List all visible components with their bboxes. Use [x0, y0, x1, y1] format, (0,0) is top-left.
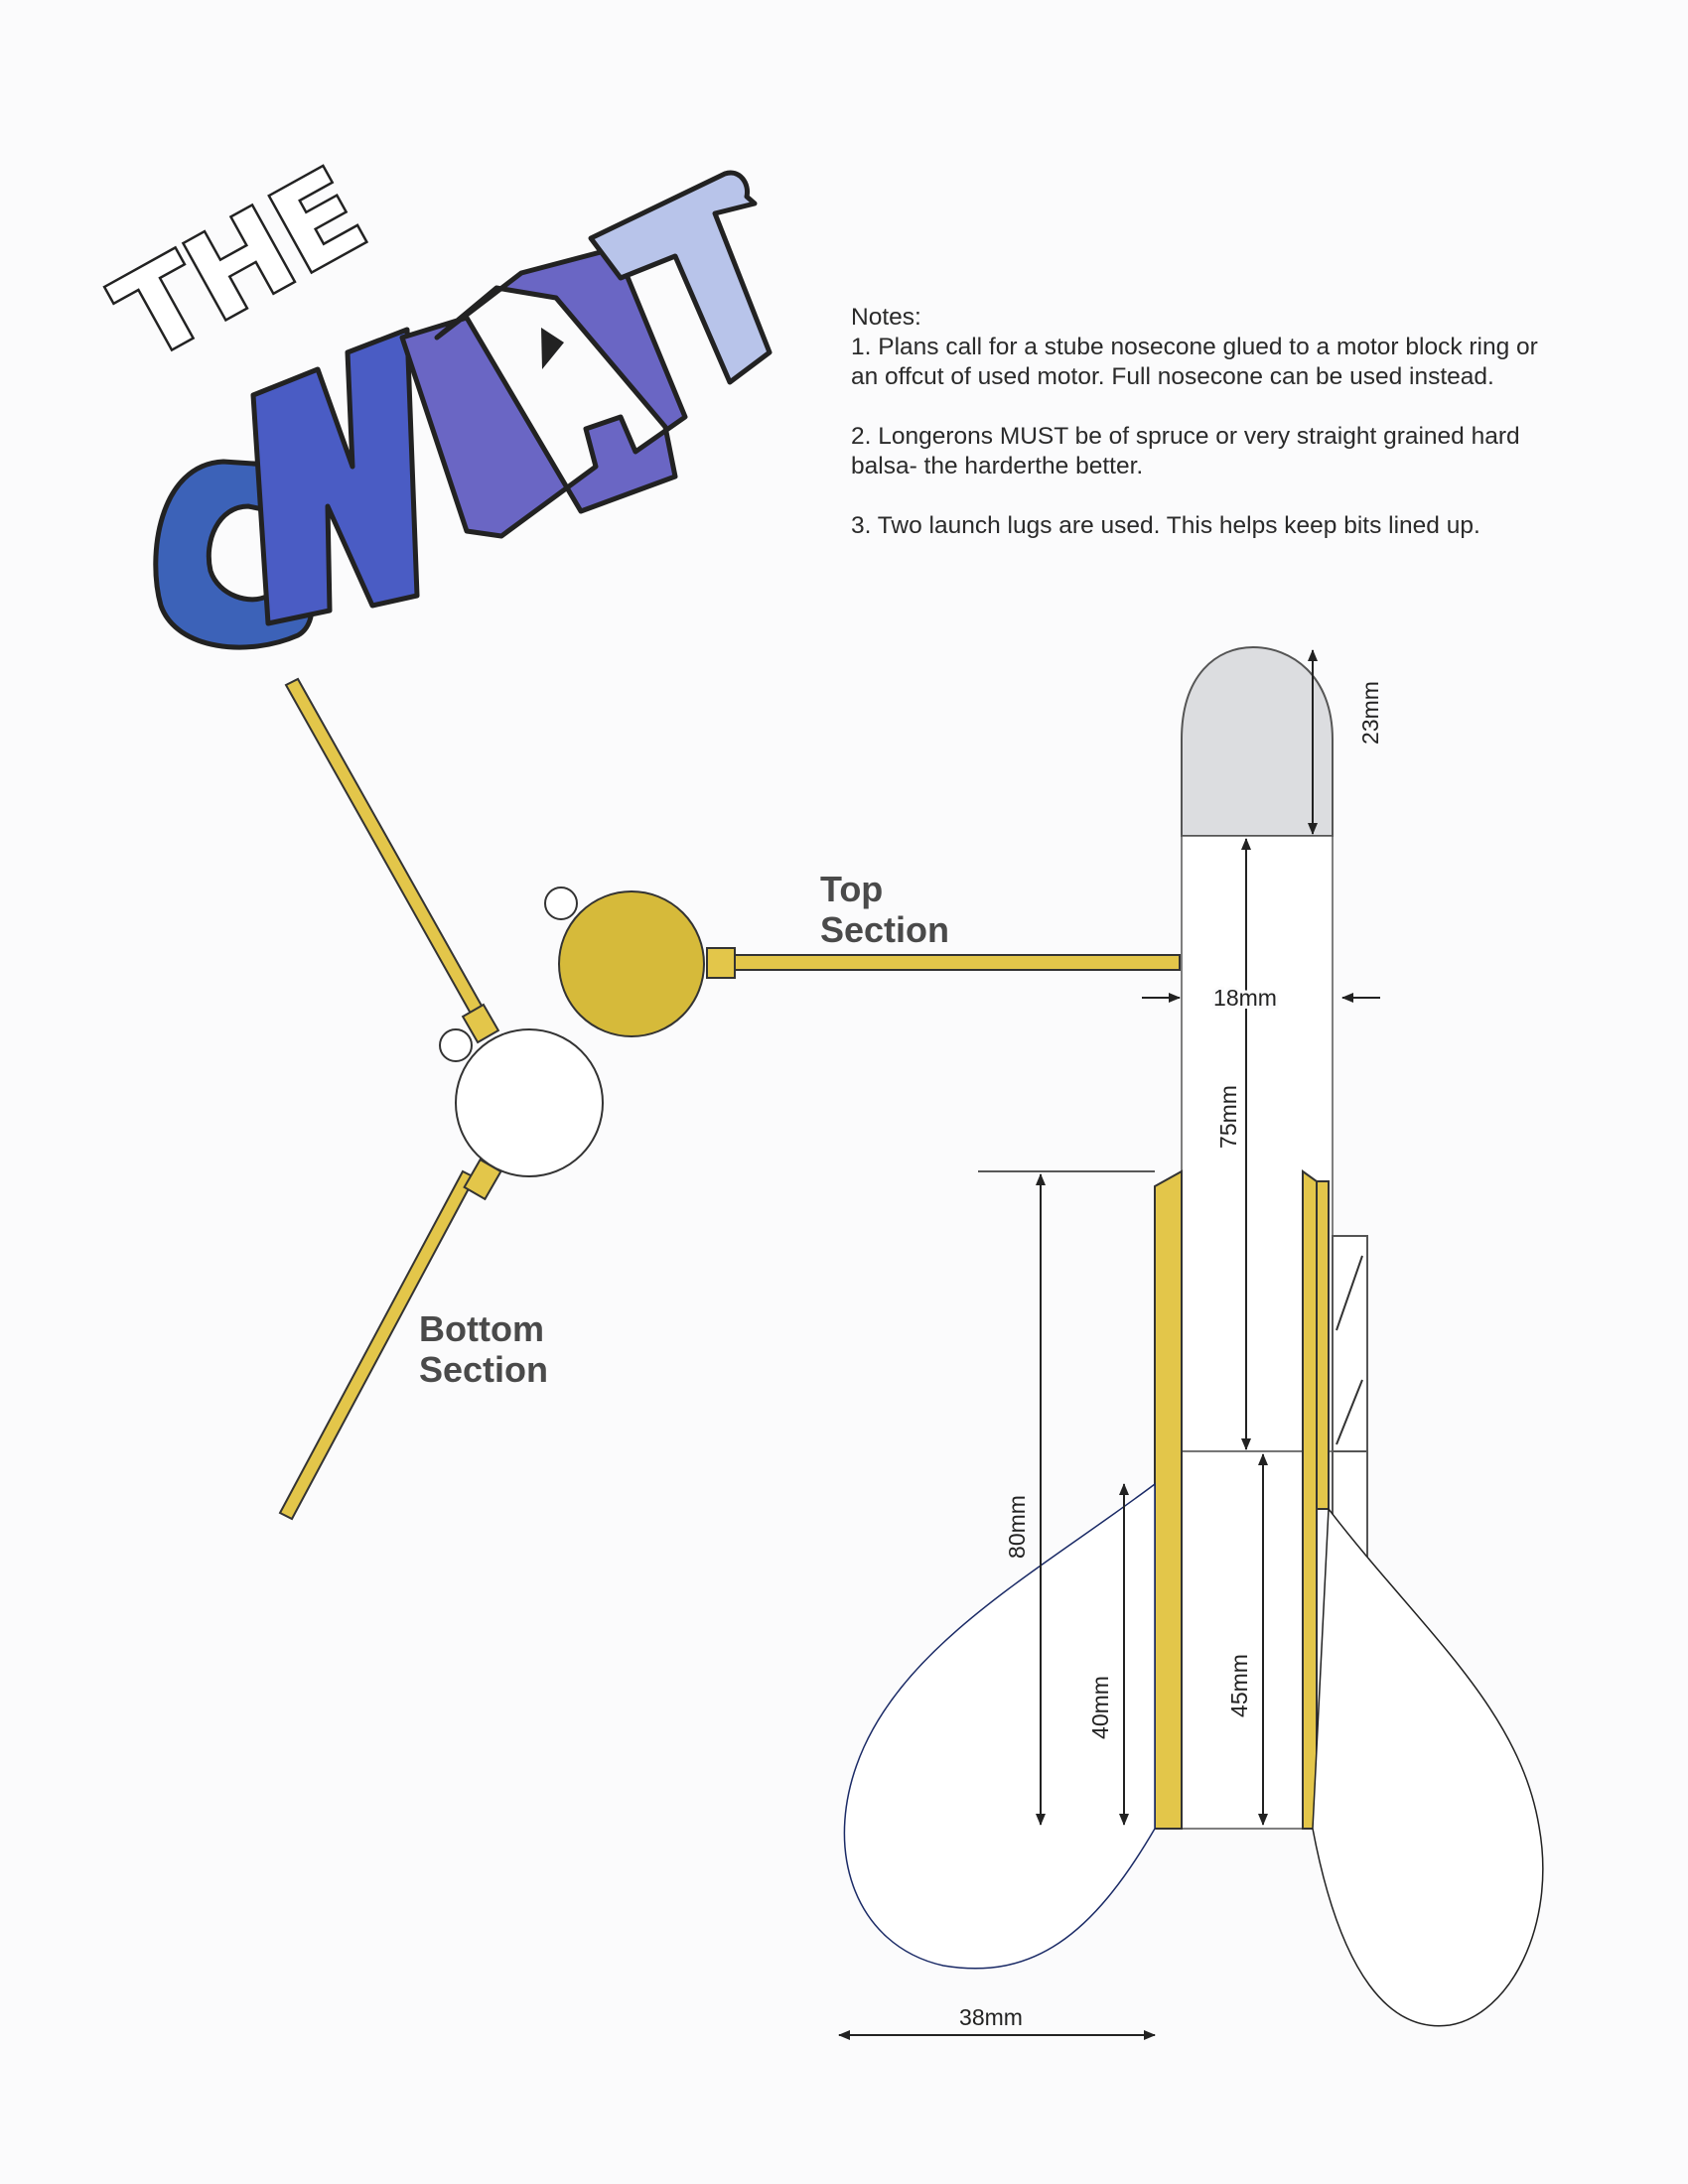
title-the-text: THE: [93, 141, 386, 387]
dim-label-80: 80mm: [1004, 1495, 1030, 1559]
notes-block: [851, 303, 1546, 571]
bottom-section-label: [419, 1308, 548, 1390]
nosecone: [1182, 647, 1333, 836]
dim-label-45: 45mm: [1226, 1654, 1252, 1717]
bottom-section-label-line1: Bottom: [419, 1308, 544, 1349]
bottom-hub: [456, 1029, 603, 1176]
note-item-3: 3. Two launch lugs are used. This helps keep bits lined up.: [851, 512, 1480, 539]
left-longeron: [1155, 1171, 1182, 1829]
note-item-1: 1. Plans call for a stube nosecone glued to a motor block ring or an offcut of used motor. Full nosecone can be used instead.: [851, 334, 1538, 390]
bottom-section-label-line2: Section: [419, 1349, 549, 1390]
top-section-label: [820, 869, 949, 950]
dim-label-40: 40mm: [1087, 1676, 1113, 1739]
note-item-2: 2. Longerons MUST be of spruce or very straight grained hard balsa- the harderthe better.: [851, 423, 1520, 479]
right-longeron: [1303, 1171, 1317, 1829]
dim-label-38: 38mm: [959, 2004, 1023, 2030]
top-hub: [559, 891, 704, 1036]
top-launch-lug: [545, 887, 577, 919]
top-section-label-line2: Section: [820, 909, 950, 950]
dim-label-diameter: 18mm: [1213, 985, 1277, 1011]
bottom-body-tube: [1182, 1451, 1308, 1829]
dim-label-top-length: 75mm: [1215, 1085, 1241, 1149]
dim-label-nose: 23mm: [1357, 681, 1383, 745]
top-arm: [735, 955, 1180, 970]
notes-heading: Notes:: [851, 304, 921, 331]
top-section-label-line1: Top: [820, 869, 884, 909]
bottom-launch-lug: [440, 1029, 472, 1061]
top-arm-block: [707, 948, 735, 978]
right-longeron-edge: [1317, 1181, 1329, 1509]
